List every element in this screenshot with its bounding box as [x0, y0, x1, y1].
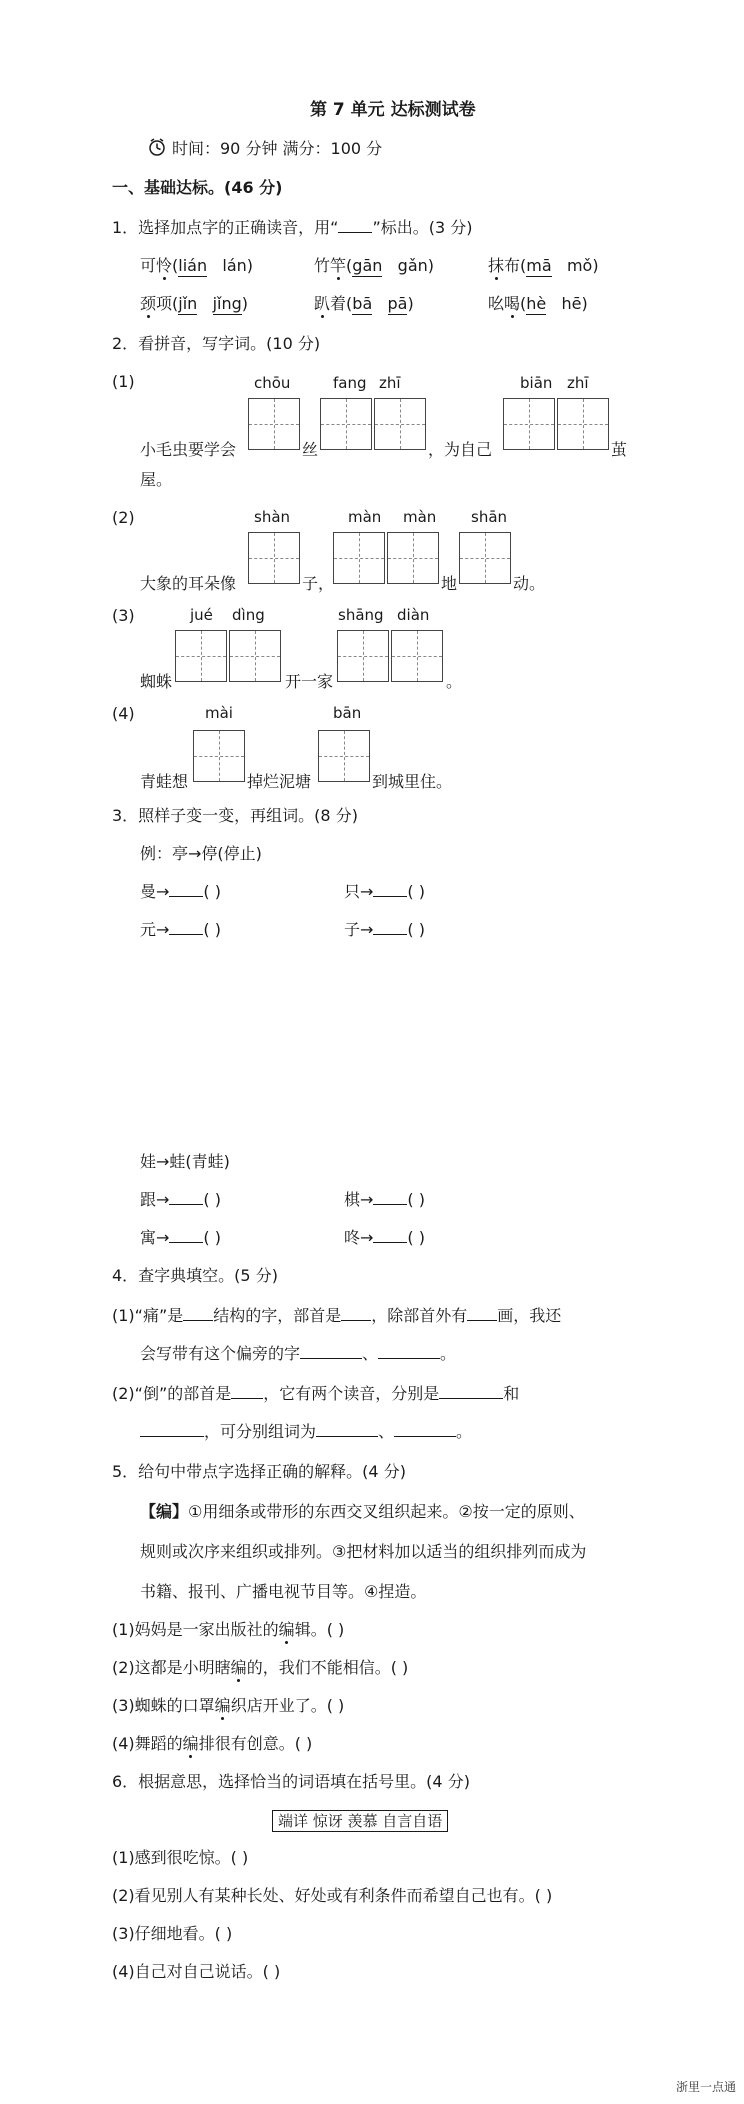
pinyin: shān	[471, 508, 508, 526]
write-box[interactable]	[333, 532, 385, 584]
q2-p4-text: 到城里住。	[372, 772, 453, 791]
word-bank: 端详 惊讶 羡慕 自言自语	[272, 1810, 448, 1832]
q1-word: 竹	[314, 256, 331, 275]
answer-blank[interactable]	[169, 1228, 203, 1243]
answer-paren[interactable]: ( )	[203, 920, 221, 939]
q2-p3-num: (3)	[112, 606, 135, 625]
write-box[interactable]	[391, 630, 443, 682]
write-box[interactable]	[557, 398, 609, 450]
write-box[interactable]	[318, 730, 370, 782]
q4-text: ，它有两个读音，分别是	[263, 1384, 440, 1403]
answer-blank[interactable]	[300, 1344, 362, 1359]
q5-text: (4)舞蹈的	[112, 1734, 183, 1753]
q1-paren: )	[241, 294, 249, 313]
pinyin: bān	[333, 704, 362, 722]
q1-item-4	[140, 294, 248, 314]
q1-paren: )	[427, 256, 435, 275]
q5-text[interactable]: 的，我们不能相信。( )	[246, 1658, 409, 1677]
q2-p2-num: (2)	[112, 508, 135, 527]
q1-option[interactable]: hē	[561, 294, 582, 313]
q1-paren: )	[407, 294, 414, 313]
q6-item[interactable]: (4)自己对自己说话。( )	[112, 1962, 281, 1981]
q6-item[interactable]: (3)仔细地看。( )	[112, 1924, 233, 1943]
q5-text: (3)蜘蛛的口罩	[112, 1696, 215, 1715]
q5-dotted-char: 编	[278, 1620, 295, 1639]
q3-char: 寓→	[140, 1228, 170, 1247]
q5-text[interactable]: 织店开业了。( )	[230, 1696, 345, 1715]
q2-p1-text: 屋。	[140, 470, 173, 489]
q5-text: (2)这都是小明瞎	[112, 1658, 231, 1677]
section-heading: 一、基础达标。(46 分)	[112, 178, 283, 197]
q5-def-line	[140, 1502, 585, 1522]
q1-paren: (	[346, 294, 353, 313]
q4-text: ，可分别组词为	[204, 1422, 317, 1441]
q1-option[interactable]: mā	[526, 256, 552, 275]
q1-word: 可	[140, 256, 157, 275]
time-info: 时间：90 分钟 满分：100 分	[172, 139, 383, 158]
q1-item-6	[488, 294, 588, 314]
q5-item	[112, 1734, 312, 1754]
write-box[interactable]	[459, 532, 511, 584]
q4-p1-line1	[112, 1306, 561, 1326]
pinyin: chōu	[254, 374, 291, 392]
q2-p2-text: 大象的耳朵像	[140, 574, 237, 593]
q4-text: 、	[378, 1422, 395, 1441]
q4-text: ，除部首外有	[371, 1306, 468, 1325]
q1-option[interactable]: gǎn	[397, 256, 428, 275]
answer-blank[interactable]	[467, 1306, 497, 1321]
clock-icon	[148, 138, 166, 156]
q2-p4-text: 青蛙想	[140, 772, 189, 791]
q1-option[interactable]: hè	[526, 294, 547, 313]
q1-paren: (	[172, 294, 179, 313]
q4-text: (1)“痛”是	[112, 1306, 184, 1325]
q1-option[interactable]: jǐng	[212, 294, 242, 313]
q2-p2-text: 动。	[513, 574, 546, 593]
q2-p1-text: ，为自己	[428, 440, 493, 459]
q3-char: 只→	[344, 882, 374, 901]
q3-char: 咚→	[344, 1228, 374, 1247]
q6-item[interactable]: (2)看见别人有某种长处、好处或有利条件而希望自己也有。( )	[112, 1886, 553, 1905]
q3-example: 娃→蛙(青蛙)	[140, 1152, 230, 1171]
answer-paren[interactable]: ( )	[407, 882, 425, 901]
pinyin: mài	[205, 704, 233, 722]
q2-p2-text: 子，	[302, 574, 335, 593]
q5-item	[112, 1620, 344, 1640]
answer-blank[interactable]	[183, 1306, 213, 1321]
q4-p2-line1	[112, 1384, 519, 1404]
write-box[interactable]	[248, 532, 300, 584]
underline-sample	[338, 218, 372, 233]
answer-blank[interactable]	[169, 920, 203, 935]
pinyin: màn	[403, 508, 437, 526]
q2-p3-text: 。	[446, 672, 463, 691]
write-box[interactable]	[193, 730, 245, 782]
q5-dotted-char: 编	[214, 1696, 231, 1715]
answer-paren[interactable]: ( )	[203, 882, 221, 901]
answer-blank[interactable]	[373, 1190, 407, 1205]
answer-blank[interactable]	[373, 882, 407, 897]
q1-option[interactable]: jǐn	[178, 294, 198, 313]
q2-stem: 2．看拼音，写字词。(10 分)	[112, 334, 321, 353]
write-box[interactable]	[229, 630, 281, 682]
q1-paren: )	[246, 256, 254, 275]
q4-text: 会写带有这个偏旁的字	[140, 1344, 301, 1363]
q1-option[interactable]: lán	[222, 256, 247, 275]
pinyin: biān	[520, 374, 553, 392]
q1-dotted-char: 抹	[488, 256, 505, 275]
q1-option[interactable]: pā	[387, 294, 408, 313]
q1-paren: (	[346, 256, 353, 275]
q5-def-label: 【编】	[140, 1502, 189, 1521]
answer-paren[interactable]: ( )	[203, 1228, 221, 1247]
q3-row	[344, 1228, 425, 1248]
answer-blank[interactable]	[231, 1384, 263, 1399]
write-box[interactable]	[320, 398, 372, 450]
q2-p4-text: 掉烂泥塘	[247, 772, 312, 791]
pinyin: fang	[333, 374, 367, 392]
pinyin: jué	[190, 606, 213, 624]
q1-paren: (	[520, 256, 527, 275]
q2-p1-num: (1)	[112, 372, 135, 391]
q5-dotted-char: 编	[182, 1734, 199, 1753]
write-box[interactable]	[374, 398, 426, 450]
pinyin: màn	[348, 508, 382, 526]
answer-blank[interactable]	[341, 1306, 371, 1321]
q1-word: 布	[504, 256, 521, 275]
q1-option[interactable]: bā	[352, 294, 373, 313]
answer-blank[interactable]	[378, 1344, 440, 1359]
q5-text[interactable]: 排很有创意。( )	[198, 1734, 313, 1753]
q5-text: (1)妈妈是一家出版社的	[112, 1620, 279, 1639]
answer-blank[interactable]	[373, 1228, 407, 1243]
answer-paren[interactable]: ( )	[407, 1190, 425, 1209]
q3-row	[140, 920, 221, 940]
q1-word: 项	[156, 294, 173, 313]
q2-p2-text: 地	[441, 574, 458, 593]
answer-blank[interactable]	[169, 882, 203, 897]
footer-brand: 浙里一点通	[676, 2080, 737, 2094]
q5-text[interactable]: 辑。( )	[294, 1620, 345, 1639]
q3-row	[140, 1228, 221, 1248]
answer-paren[interactable]: ( )	[407, 920, 425, 939]
q6-stem: 6．根据意思，选择恰当的词语填在括号里。(4 分)	[112, 1772, 470, 1791]
q1-dotted-char: 喝	[504, 294, 521, 313]
q3-row	[344, 920, 425, 940]
q4-text: 、	[362, 1344, 379, 1363]
write-box[interactable]	[337, 630, 389, 682]
q5-item	[112, 1658, 408, 1678]
write-box[interactable]	[387, 532, 439, 584]
q5-def-line: 书籍、报刊、广播电视节目等。④捏造。	[140, 1582, 427, 1601]
write-box[interactable]	[175, 630, 227, 682]
q1-dotted-char: 趴	[314, 294, 331, 313]
q4-p2-line2	[140, 1422, 472, 1442]
q1-item-1	[140, 256, 253, 276]
answer-blank[interactable]	[439, 1384, 503, 1399]
q4-text: 结构的字，部首是	[213, 1306, 342, 1325]
answer-paren[interactable]: ( )	[203, 1190, 221, 1209]
q1-item-5	[314, 294, 414, 314]
write-box[interactable]	[503, 398, 555, 450]
q1-dotted-char: 怜	[156, 256, 173, 275]
pinyin: shāng	[338, 606, 384, 624]
q1-paren: )	[592, 256, 599, 275]
pinyin: shàn	[254, 508, 291, 526]
q1-item-2	[314, 256, 434, 276]
q3-char: 元→	[140, 920, 170, 939]
q5-def-line: 规则或次序来组织或排列。③把材料加以适当的组织排列而成为	[140, 1542, 587, 1561]
answer-blank[interactable]	[373, 920, 407, 935]
q3-char: 跟→	[140, 1190, 170, 1209]
answer-blank[interactable]	[394, 1422, 456, 1437]
q1-word: 吆	[488, 294, 505, 313]
q4-text: 。	[456, 1422, 473, 1441]
q1-item-3	[488, 256, 599, 276]
q3-char: 棋→	[344, 1190, 374, 1209]
q3-char: 曼→	[140, 882, 170, 901]
pinyin: zhī	[567, 374, 589, 392]
q3-row	[140, 882, 221, 902]
q4-p1-line2	[140, 1344, 456, 1364]
q3-row	[344, 1190, 425, 1210]
q2-p1-text: 茧	[611, 440, 628, 459]
q1-stem-text: 1．选择加点字的正确读音，用“	[112, 218, 339, 237]
q4-stem: 4．查字典填空。(5 分)	[112, 1266, 278, 1285]
q6-item[interactable]: (1)感到很吃惊。( )	[112, 1848, 249, 1867]
q3-row	[140, 1190, 221, 1210]
q1-option[interactable]: mǒ	[566, 256, 593, 275]
q2-p1-text: 小毛虫要学会	[140, 440, 237, 459]
q3-char: 子→	[344, 920, 374, 939]
answer-paren[interactable]: ( )	[407, 1228, 425, 1247]
q1-stem-end: ”标出。(3 分)	[372, 218, 473, 237]
q1-dotted-char: 颈	[140, 294, 157, 313]
q1-paren: (	[520, 294, 527, 313]
q5-def-text: ①用细条或带形的东西交叉组织起来。②按一定的原则、	[188, 1502, 585, 1521]
pinyin: diàn	[397, 606, 430, 624]
q1-word: 着	[330, 294, 347, 313]
q3-row	[344, 882, 425, 902]
q4-text: 。	[440, 1344, 457, 1363]
q2-p1-text: 丝	[302, 440, 319, 459]
q1-option[interactable]: lián	[178, 256, 208, 275]
answer-blank[interactable]	[169, 1190, 203, 1205]
q1-paren: (	[172, 256, 179, 275]
answer-blank[interactable]	[140, 1422, 204, 1437]
q2-p4-num: (4)	[112, 704, 135, 723]
q1-paren: )	[581, 294, 588, 313]
q2-p3-text: 开一家	[285, 672, 334, 691]
pinyin: zhī	[379, 374, 401, 392]
q5-item	[112, 1696, 344, 1716]
q1-stem	[112, 218, 473, 238]
q4-text: 画，我还	[497, 1306, 562, 1325]
q5-dotted-char: 编	[230, 1658, 247, 1677]
q3-stem: 3．照样子变一变，再组词。(8 分)	[112, 806, 358, 825]
q1-option[interactable]: gān	[352, 256, 383, 275]
answer-blank[interactable]	[316, 1422, 378, 1437]
q4-text: 和	[503, 1384, 520, 1403]
q1-dotted-char: 竿	[330, 256, 347, 275]
write-box[interactable]	[248, 398, 300, 450]
q5-stem: 5．给句中带点字选择正确的解释。(4 分)	[112, 1462, 406, 1481]
q4-text: (2)“倒”的部首是	[112, 1384, 232, 1403]
pinyin: dìng	[232, 606, 265, 624]
q3-example: 例：亭→停(停止)	[140, 844, 262, 863]
page-title: 第 7 单元 达标测试卷	[310, 100, 476, 120]
q2-p3-text: 蜘蛛	[140, 672, 173, 691]
